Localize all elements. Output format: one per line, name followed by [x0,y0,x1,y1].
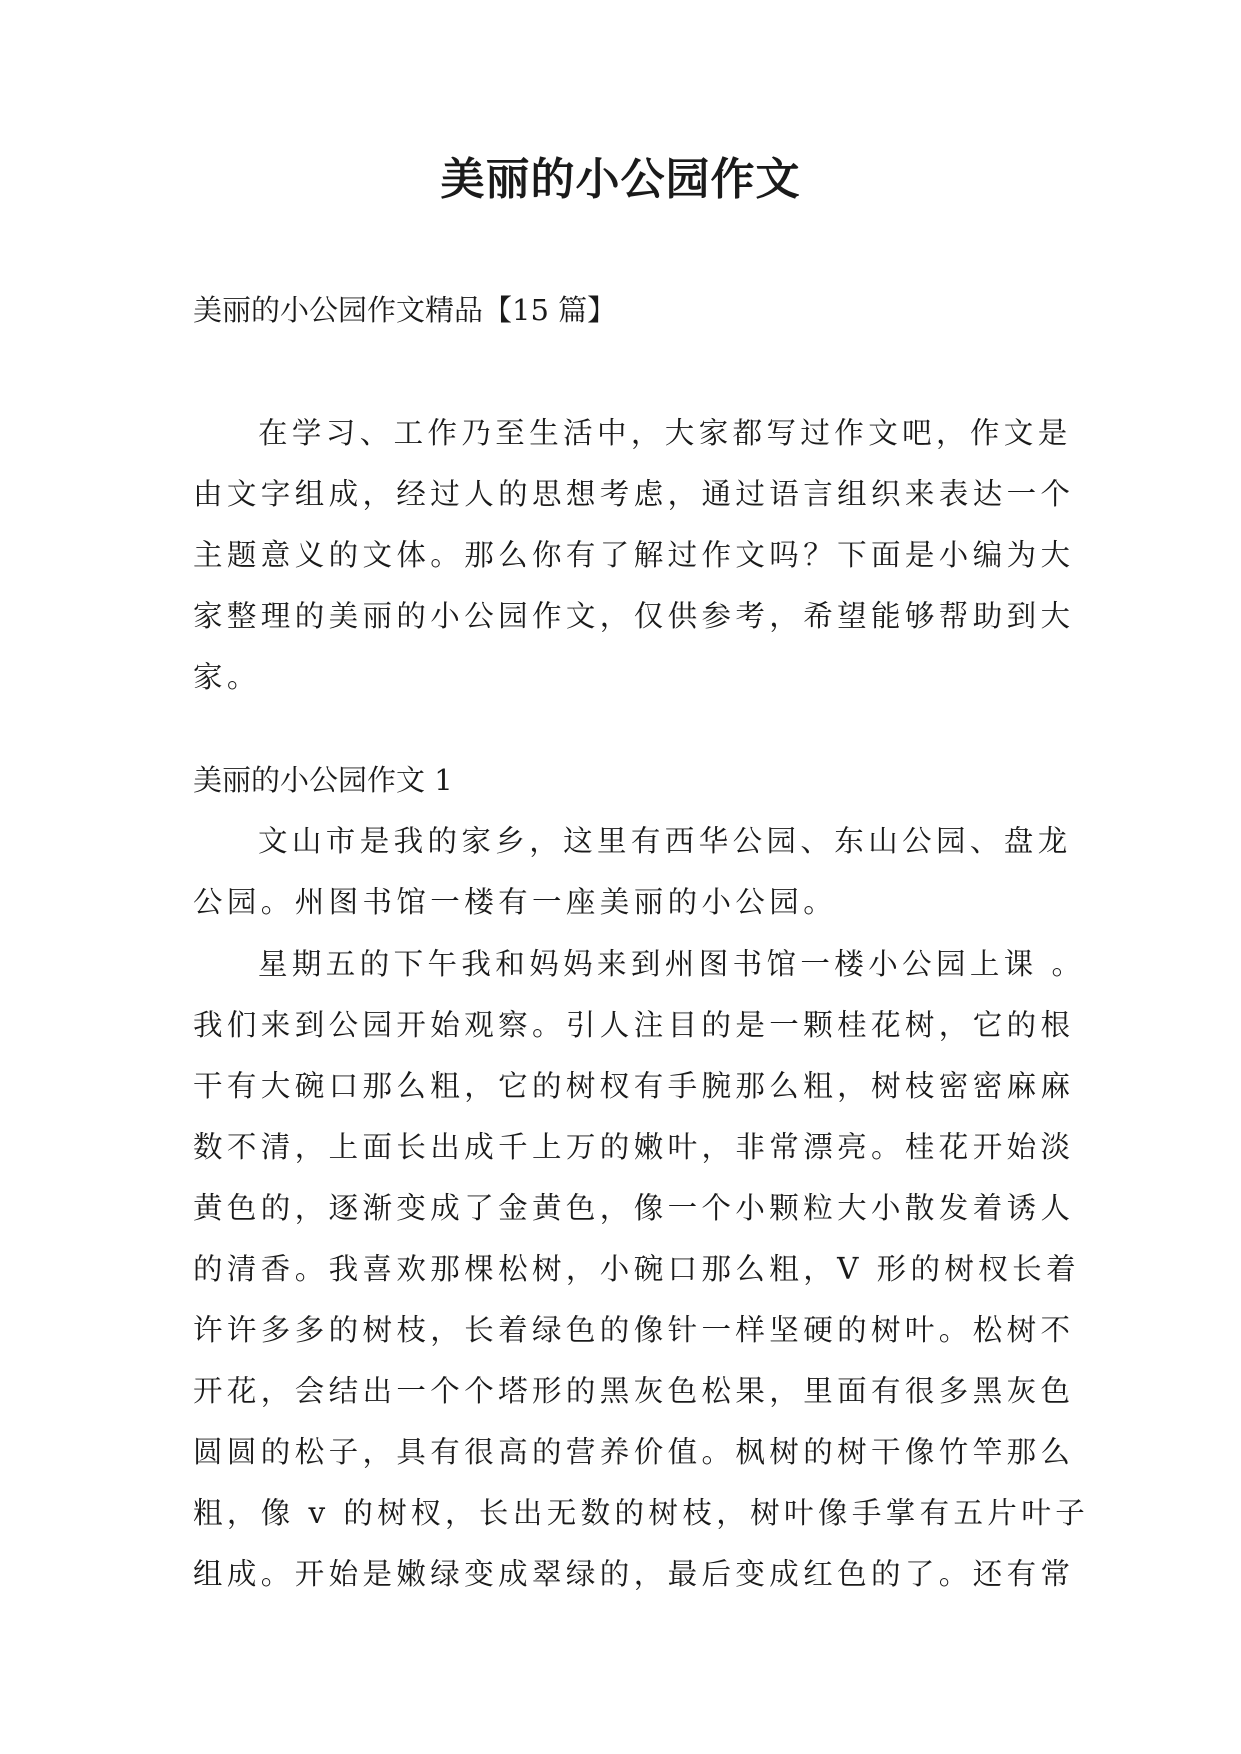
document-subtitle: 美丽的小公园作文精品【15 篇】 [193,293,617,327]
text-line: 黄色的，逐渐变成了金黄色，像一个小颗粒大小散发着诱人 [193,1191,1075,1225]
text-line: 圆圆的松子，具有很高的营养价值。枫树的树干像竹竿那么 [193,1435,1075,1469]
text-line: 在学习、工作乃至生活中，大家都写过作文吧，作文是 [258,416,1072,450]
document-title: 美丽的小公园作文 [440,154,801,205]
body-paragraph-1 [193,811,1072,933]
text-line: 组成。开始是嫩绿变成翠绿的，最后变成红色的了。还有常 [193,1557,1075,1591]
text-line: 家整理的美丽的小公园作文，仅供参考，希望能够帮助到大 [193,599,1075,633]
text-line: 粗，像 v 的树杈，长出无数的树枝，树叶像手掌有五片叶子 [193,1496,1090,1530]
text-line: 星期五的下午我和妈妈来到州图书馆一楼小公园上课 。 [258,947,1086,981]
section-heading: 美丽的小公园作文 1 [193,763,453,797]
text-line: 公园。州图书馆一楼有一座美丽的小公园。 [193,885,838,919]
text-line: 许许多多的树枝，长着绿色的像针一样坚硬的树叶。松树不 [193,1313,1075,1347]
body-paragraph-2 [193,934,1090,1605]
intro-paragraph [193,403,1075,708]
text-line: 数不清，上面长出成千上万的嫩叶，非常漂亮。桂花开始淡 [193,1130,1075,1164]
text-line: 的清香。我喜欢那棵松树，小碗口那么粗，V 形的树杈长着 [193,1252,1080,1286]
text-line: 干有大碗口那么粗，它的树杈有手腕那么粗，树枝密密麻麻 [193,1069,1075,1103]
text-line: 开花，会结出一个个塔形的黑灰色松果，里面有很多黑灰色 [193,1374,1075,1408]
text-line: 家。 [193,660,261,694]
text-line: 由文字组成，经过人的思想考虑，通过语言组织来表达一个 [193,477,1075,511]
text-line: 我们来到公园开始观察。引人注目的是一颗桂花树，它的根 [193,1008,1075,1042]
text-line: 文山市是我的家乡，这里有西华公园、东山公园、盘龙 [258,824,1072,858]
text-line: 主题意义的文体。那么你有了解过作文吗？下面是小编为大 [193,538,1075,572]
